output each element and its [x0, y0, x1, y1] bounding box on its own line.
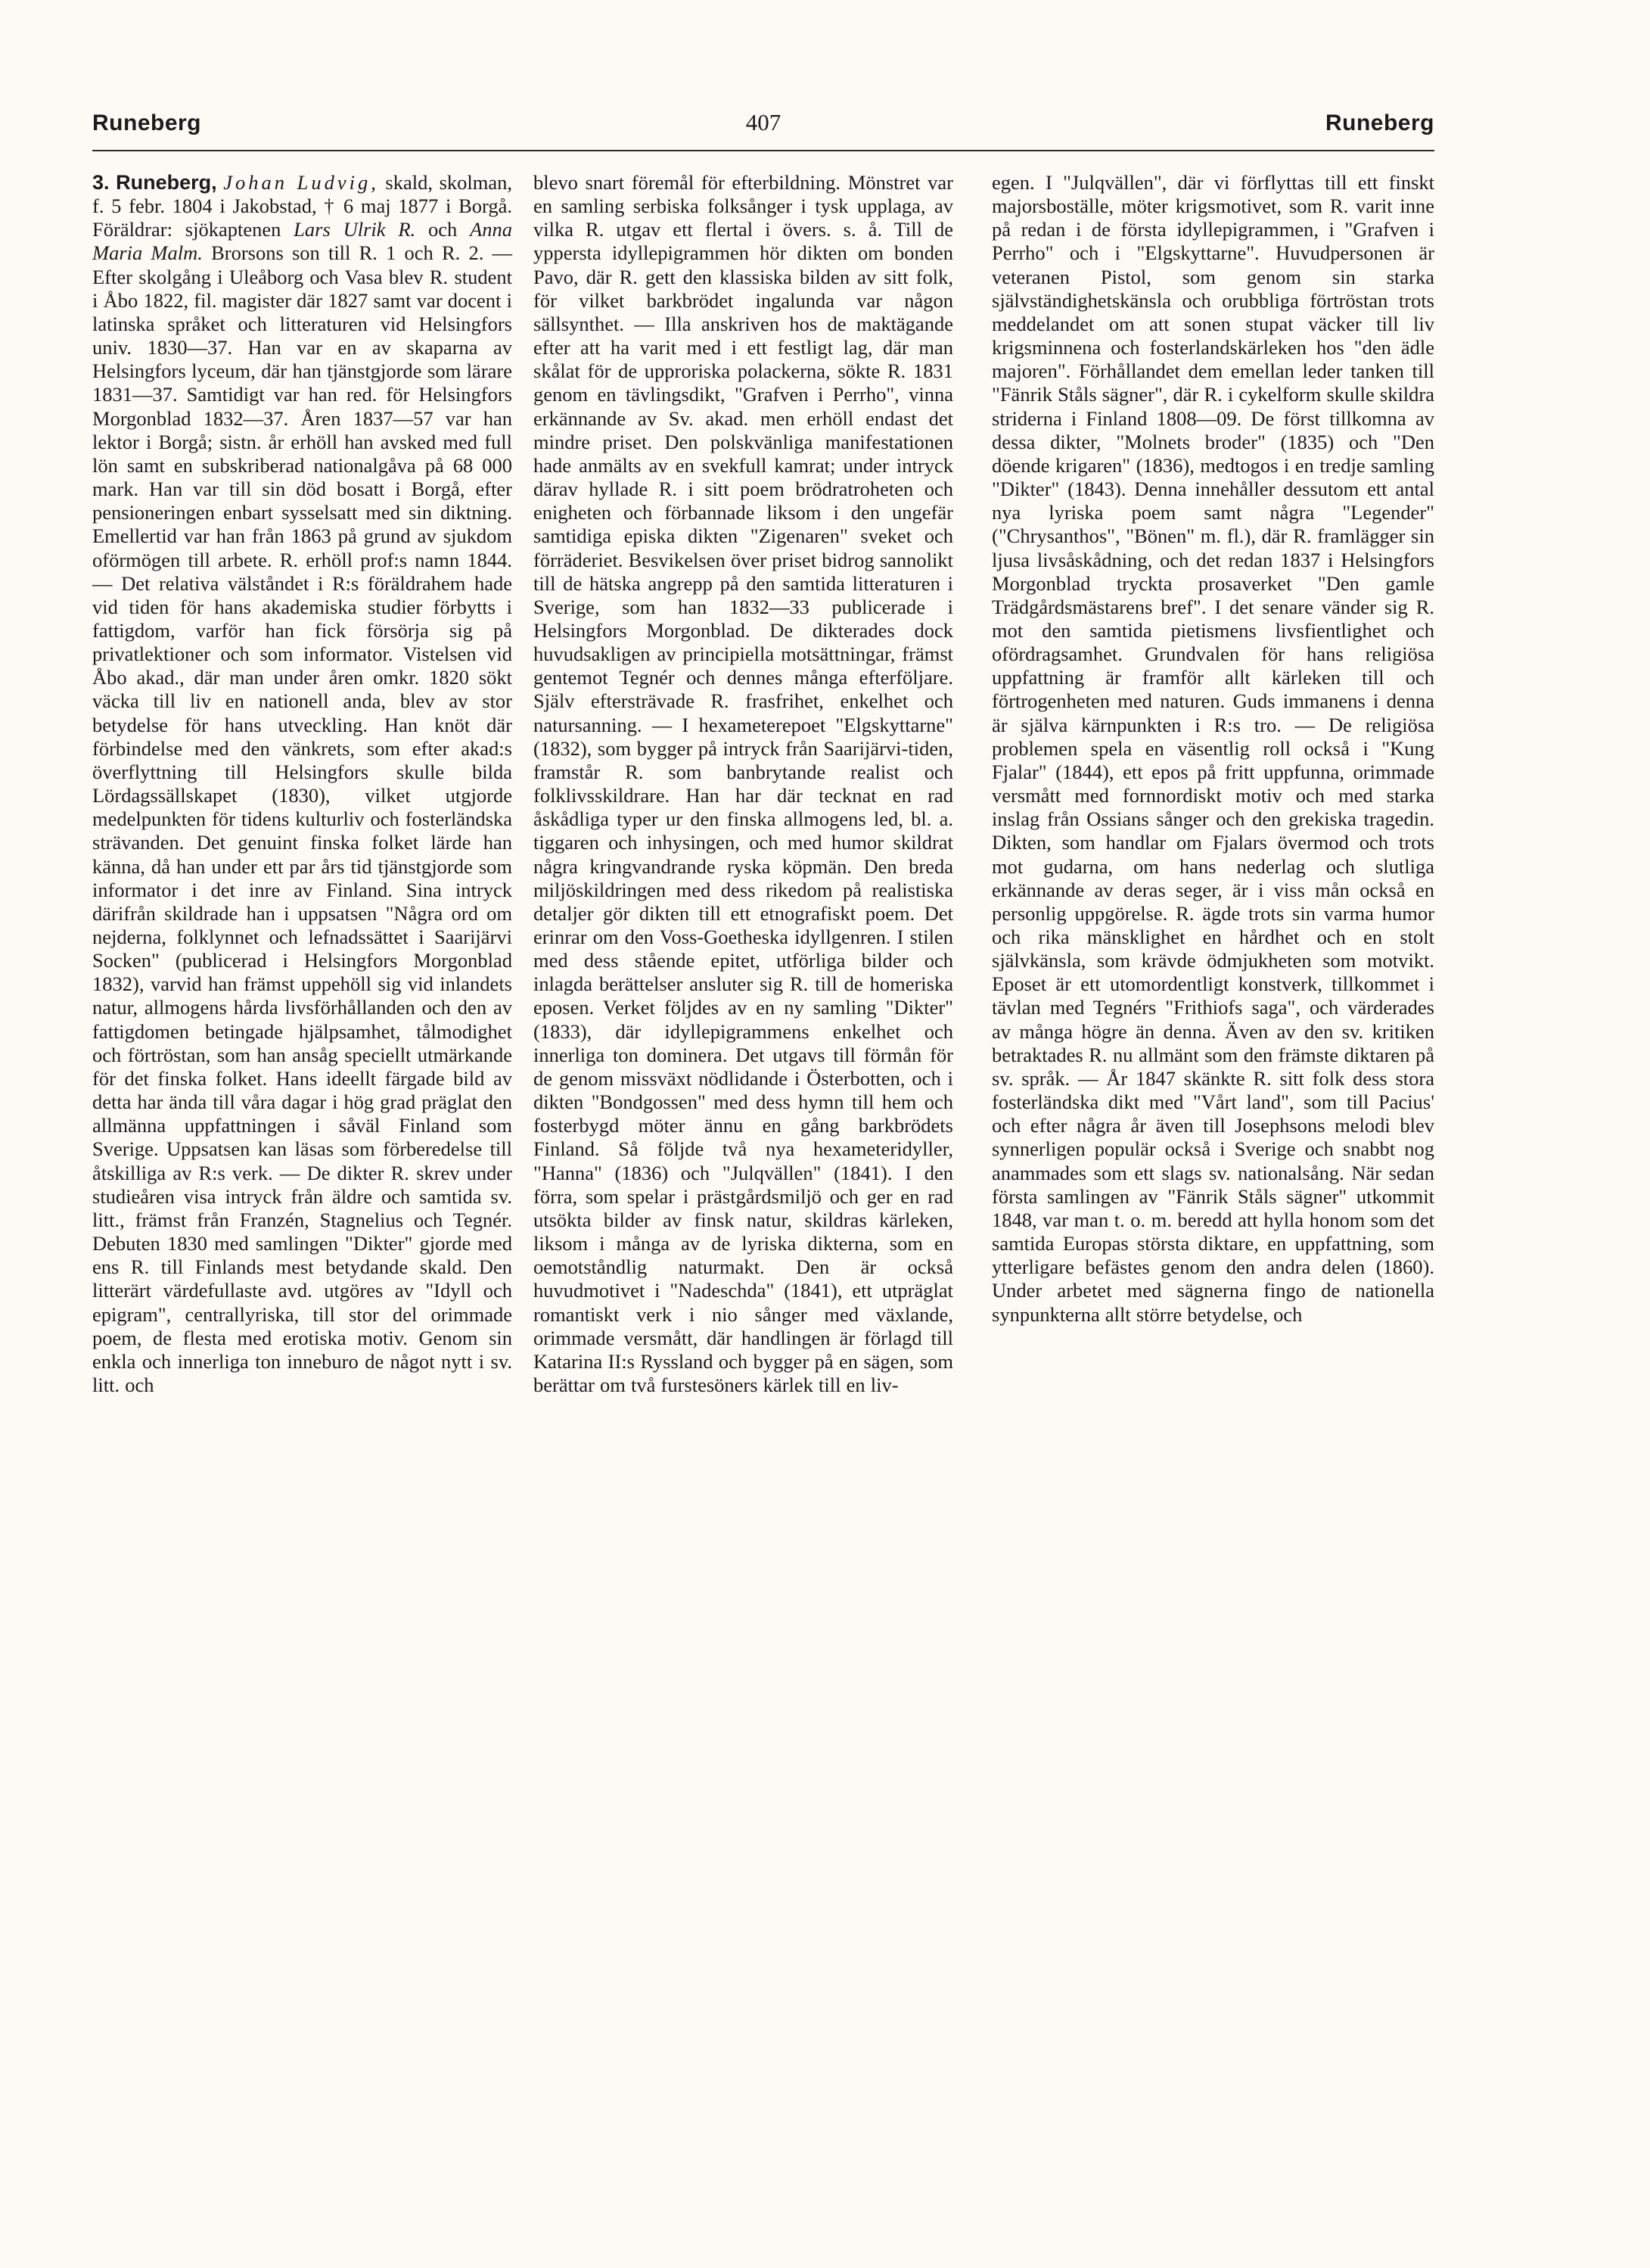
entry-text-col2: blevo snart föremål för efterbildning. Mönstret var en samling serbiska folksånger i tysk upplaga, av vilka R. utgav ett flertal i övers. s. å. Till de yppersta idyllepigrammen hör dikten om bonden Pavo, där R. gett den klassiska bilden av sitt folk, för vilket barkbrödet ingalunda var någon sällsynthet. — Illa anskriven hos de maktägande efter att ha varit med i ett festligt lag, där man skålat för de upproriska polackerna, sökte R. 1831 genom en tävlingsdikt, "Grafven i Perrho", vinna erkännande av Sv. akad. men erhöll endast det mindre priset. Den polskvänliga manifestationen hade anmälts av en svekfull kamrat; under intryck därav hyllade R. i sitt poem brödratroheten och enigheten och förbannade liksom i den ungefär samtidiga episka dikten "Zigenaren" sveket och förräderiet. Besvikelsen över priset bidrog sannolikt till de hätska angrepp på den samtida litteraturen i Sverige, som han 1832—33 publicerade i Helsingfors Morgonblad. De dikterades dock huvudsakligen av principiella motsättningar, främst gentemot Tegnér och dennes många efterföljare. Själv eftersträvade R. frasfrihet, enkelhet och natursanning. — I hexameterepoet "Elgskyttarne" (1832), som bygger på intryck från Saarijärvi-tiden, framstår R. som banbrytande realist och folklivsskildrare. Han har där tecknat en rad åskådliga typer ur den finska allmogens led, bl. a. tiggaren och inhysingen, och med humor skildrat några kringvandrande ryska köpmän. Den breda miljöskildringen med dess rikedom på realistiska detaljer gör dikten till ett etnografiskt poem. Det erinrar om den Voss-Goetheska idyllgenren. I stilen med dess stående epitet, utförliga bilder och inlagda berättelser ansluter sig R. till de homeriska eposen. Verket följdes av en ny samling "Dikter" (1833), där idyllepigrammens enkelhet och innerliga ton dominera. Det utgavs till förmån för de genom missväxt nödlidande i Österbotten, och i dikten "Bondgossen" med dess hymn till hem och fosterbygd möter ännu en gång barkbrödets Finland. Så följde två nya hexameteridyller, "Hanna" (1836) och "Julqvällen" (1841). I den förra, som spelar i prästgårdsmiljö och ger en rad utsökta bilder av finsk natur, skildras kärleken, liksom i många av de lyriska dikterna, som en oemotståndlig naturmakt. Den är också huvudmotivet i "Nadeschda" (1841), ett utpräglat romantiskt verk i nio sånger med växlande, orimmade versmått, där handlingen är förlagd till Katarina II:s Ryssland och bygger på en sägen, som berättar om två furstesöners kärlek till en liv- — [533, 171, 953, 1396]
header-right-keyword: Runeberg — [1325, 110, 1434, 135]
text-column-3 — [992, 171, 1434, 1327]
mother-name: Anna Maria Malm. — [92, 218, 512, 265]
entry-surname: Runeberg, — [116, 171, 217, 194]
header-left-keyword: Runeberg — [92, 110, 202, 135]
page-number: 407 — [745, 109, 781, 135]
entry-text-a: skald, skolman, f. 5 febr. 1804 i Jakobstad, † 6 maj 1877 i Borgå. Föräldrar: sjökaptenen — [92, 171, 512, 241]
entry-text-col3: egen. I "Julqvällen", där vi förflyttas till ett finskt majorsboställe, möter krigsmotivet, som R. varit inne på redan i de första idyllepigrammen, i "Grafven i Perrho" och i "Elgskyttarne". Huvudpersonen är veteranen Pistol, som genom sin starka självständighetskänsla och orubbliga förtröstan trots meddelandet om att sonen stupat väcker till liv krigsminnena och fosterlandskärleken hos "den ädle majoren". Förhållandet dem emellan leder tanken till "Fänrik Ståls sägner", där R. i cykelform skulle skildra striderna i Finland 1808—09. De först tillkomna av dessa dikter, "Molnets broder" (1835) och "Den döende krigaren" (1836), medtogos i en tredje samling "Dikter" (1843). Denna innehåller dessutom ett antal nya lyriska poem samt några "Legender" ("Chrysanthos", "Bönen" m. fl.), där R. framlägger sin ljusa livsåskådning, och det redan 1837 i Helsingfors Morgonblad tryckta prosaverket "Den gamle Trädgårdsmästarens bref". I det senare vänder sig R. mot den samtida pietismens livsfientlighet och ofördragsamhet. Grundvalen för hans religiösa uppfattning är framför allt kärleken till och förtrogenheten med naturen. Guds immanens i denna är själva kärnpunkten i R:s tro. — De religiösa problemen spela en väsentlig roll också i "Kung Fjalar" (1844), ett epos på fritt uppfunna, orimmade versmått med fornnordiskt motiv och med starka inslag från Ossians sånger och den grekiska tragedin. Dikten, som handlar om Fjalars övermod och trots mot gudarna, om hans nederlag och slutliga erkännande av deras seger, är i viss mån också en personlig uppgörelse. R. ägde trots sin varma humor och rika mänsklighet en hårdhet och en stolt självkänsla, som krävde ödmjukheten som motvikt. Eposet är ett utomordentligt konstverk, tillkommet i tävlan med Tegnérs "Frithiofs saga", och värderades av många högre än denna. Även av den sv. kritiken betraktades R. nu allmänt som den främste diktaren på sv. språk. — År 1847 skänkte R. sitt folk dess stora fosterländska dikt med "Vårt land", som till Pacius' och efter några år även till Josephsons melodi blev synnerligen populär också i Sverige och snabbt nog anammades som ett slags sv. nationalsång. När sedan första samlingen av "Fänrik Ståls sägner" utkommit 1848, var man t. o. m. beredd att hylla honom som det samtida Europas största diktare, en uppfattning, som ytterligare befästes genom den andra delen (1860). Under arbetet med sägnerna fingo de nationella synpunkterna allt större betydelse, och — [992, 171, 1434, 1326]
running-header — [92, 106, 1434, 144]
text-column-1 — [92, 171, 512, 1397]
father-name: Lars Ulrik R. — [294, 218, 416, 241]
header-rule — [92, 150, 1434, 151]
entry-number: 3. — [92, 171, 110, 194]
entry-given-names: Johan Ludvig, — [223, 171, 379, 194]
entry-text-c: Brorsons son till R. 1 och R. 2. — Efter skolgång i Uleåborg och Vasa blev R. student i Åbo 1822, fil. magister där 1827 samt var docent i latinska språket och litteraturen vid Helsingfors univ. 1830—37. Han var en av skaparna av Helsingfors lyceum, där han tjänstgjorde som lärare 1831—37. Samtidigt var han red. för Helsingfors Morgonblad 1832—37. Åren 1837—57 var han lektor i Borgå; sistn. år erhöll han avsked med full lön samt en subskriberad nationalgåva på 68 000 mark. Han var till sin död bosatt i Borgå, efter pensioneringen enbart sysselsatt med sin diktning. Emellertid var han från 1863 på grund av sjukdom oförmögen till arbete. R. erhöll prof:s namn 1844. — Det relativa välståndet i R:s föräldrahem hade vid tiden för hans akademiska studier förbytts i fattigdom, varför han fick försörja sig på privatlektioner och som informator. Vistelsen vid Åbo akad., där man under åren omkr. 1820 sökt väcka till liv en nationell anda, blev av stor betydelse för hans utveckling. Han knöt där förbindelse med den vänkrets, som efter akad:s överflyttning till Helsingfors skulle bilda Lördagssällskapet (1830), vilket utgjorde medelpunkten för tidens kulturliv och fosterländska strävanden. Det genuint finska folket lärde han känna, då han under ett par års tid tjänstgjorde som informator i det inre av Finland. Sina intryck därifrån skildrade han i uppsatsen "Några ord om nejderna, folklynnet och lefnadssättet i Saarijärvi Socken" (publicerad i Helsingfors Morgonblad 1832), varvid han främst uppehöll sig vid inlandets natur, allmogens hårda livsförhållanden och den av fattigdomen betingade hjälpsamhet, tålmodighet och förtröstan, som han ansåg speciellt utmärkande för det finska folket. Hans ideellt färgade bild av detta har ända till våra dagar i hög grad präglat den allmänna uppfattningen i såväl Finland som Sverige. Uppsatsen kan läsas som förberedelse till åtskilliga av R:s verk. — De dikter R. skrev under studieåren visa intryck från äldre och samtida sv. litt., främst från Franzén, Stagnelius och Tegnér. Debuten 1830 med samlingen "Dikter" gjorde med ens R. till Finlands mest betydande skald. Den litterärt värdefullaste avd. utgöres av "Idyll och epigram", centrallyriska, till stor del orimmade poem, de flesta med erotiska motiv. Genom sin enkla och innerliga ton inneburo de något nytt i sv. litt. och — [92, 241, 513, 1396]
text-column-2 — [533, 171, 953, 1397]
entry-text-b: och — [415, 218, 471, 241]
